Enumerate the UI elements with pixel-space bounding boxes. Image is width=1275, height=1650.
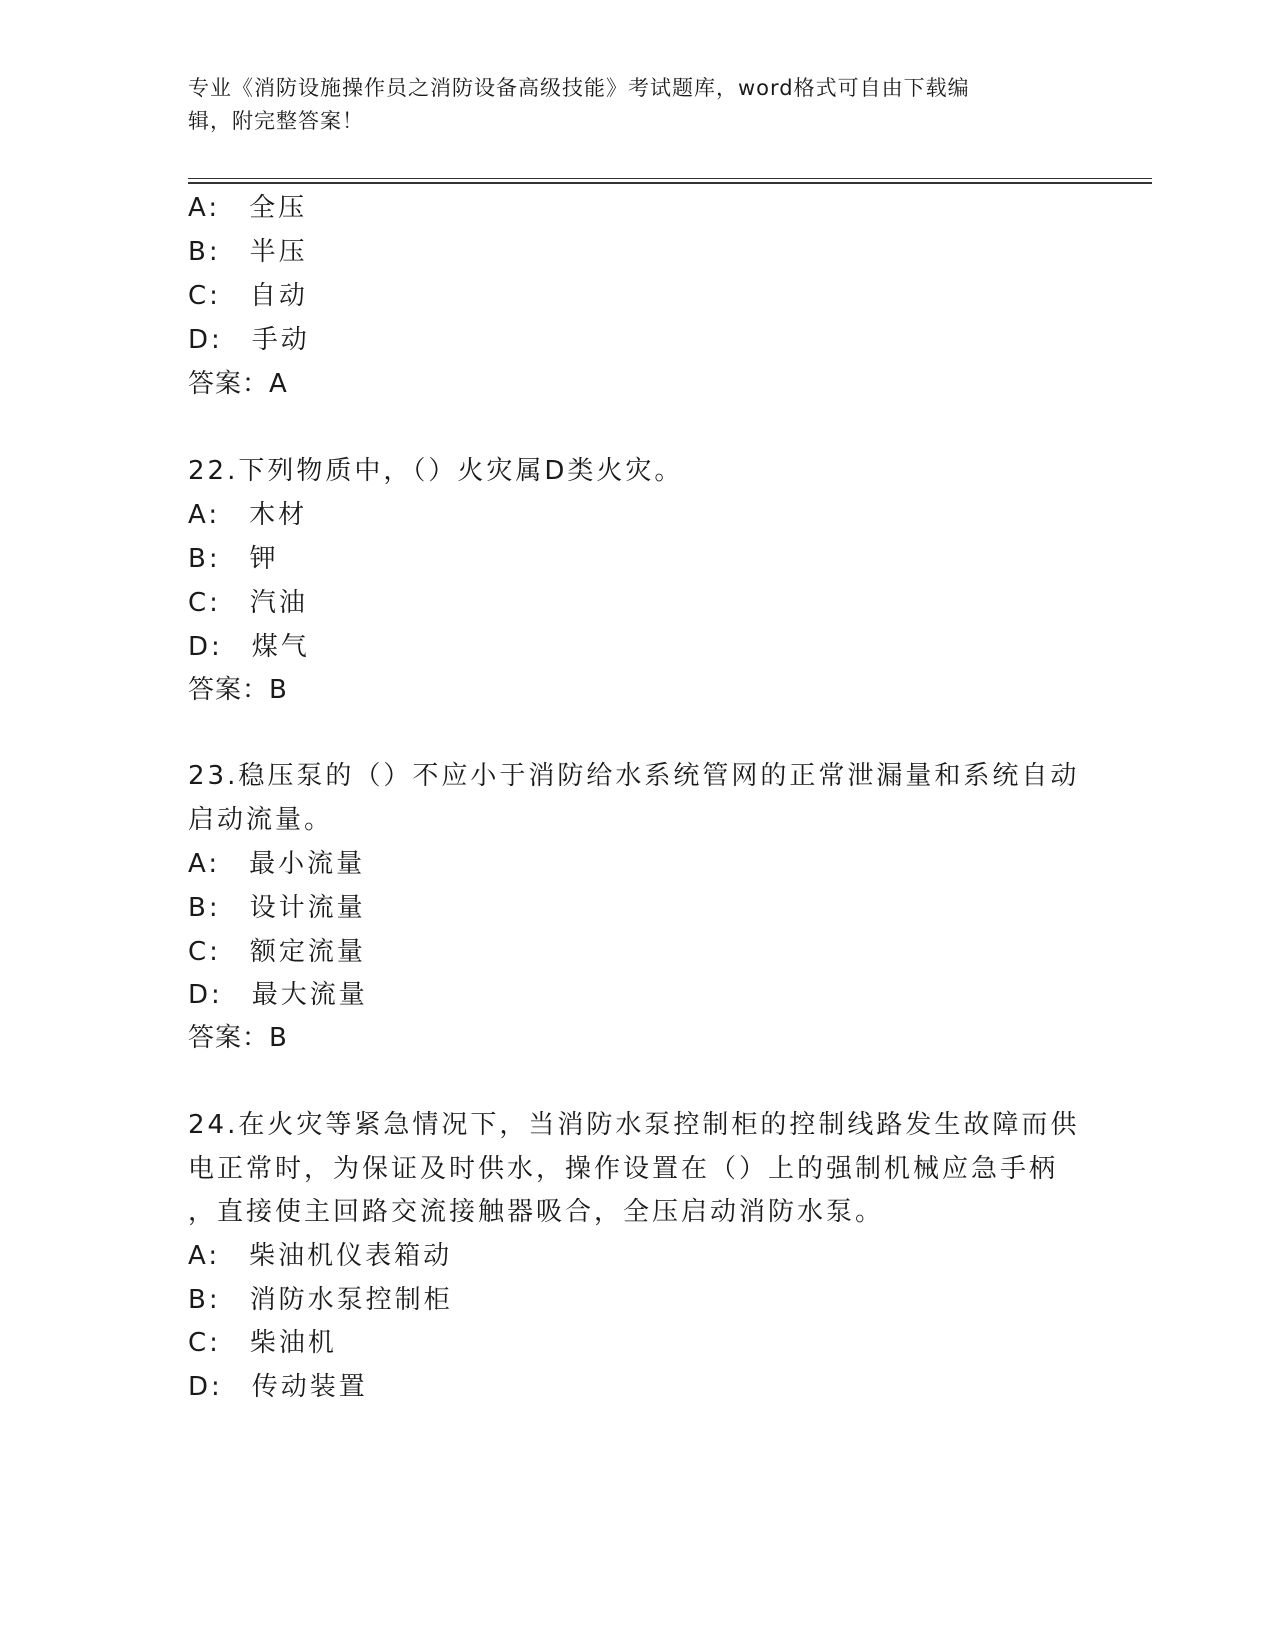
q24-stem-line-3: ，直接使主回路交流接触器吸合，全压启动消防水泵。 bbox=[188, 1197, 885, 1227]
q23-option-c: C: 额定流量 bbox=[188, 937, 366, 967]
q24-option-c: C: 柴油机 bbox=[188, 1328, 337, 1358]
q22-stem-line-1: 22.下列物质中，（）火灾属D类火灾。 bbox=[188, 456, 684, 486]
q24-option-a: A: 柴油机仪表箱动 bbox=[188, 1241, 453, 1271]
q22-option-a: A: 木材 bbox=[188, 500, 308, 530]
q22-option-d: D: 煤气 bbox=[188, 632, 310, 662]
q23-stem-line-1: 23.稳压泵的（）不应小于消防给水系统管网的正常泄漏量和系统自动 bbox=[188, 761, 1080, 791]
q23-answer: 答案：B bbox=[188, 1023, 288, 1053]
q21-option-d: D: 手动 bbox=[188, 325, 310, 355]
q24-stem-line-2: 电正常时，为保证及时供水，操作设置在（）上的强制机械应急手柄 bbox=[188, 1154, 1059, 1184]
q24-stem-line-1: 24.在火灾等紧急情况下，当消防水泵控制柜的控制线路发生故障而供 bbox=[188, 1110, 1080, 1140]
q21-option-b: B: 半压 bbox=[188, 237, 308, 267]
q22-option-b: B: 钾 bbox=[188, 544, 279, 574]
q24-option-b: B: 消防水泵控制柜 bbox=[188, 1285, 453, 1315]
header-line-2: 辑，附完整答案！ bbox=[188, 109, 364, 133]
q23-option-a: A: 最小流量 bbox=[188, 849, 366, 879]
header-divider-thick bbox=[188, 182, 1152, 184]
header-divider-thin bbox=[188, 178, 1152, 179]
q23-option-d: D: 最大流量 bbox=[188, 980, 368, 1010]
header-line-1: 专业《消防设施操作员之消防设备高级技能》考试题库，word格式可自由下载编 bbox=[188, 76, 970, 100]
q21-option-c: C: 自动 bbox=[188, 281, 308, 311]
q21-option-a: A: 全压 bbox=[188, 193, 308, 223]
q24-option-d: D: 传动装置 bbox=[188, 1372, 368, 1402]
q22-option-c: C: 汽油 bbox=[188, 588, 308, 618]
document-header bbox=[188, 72, 1088, 138]
q22-answer: 答案：B bbox=[188, 675, 288, 705]
q23-stem-line-2: 启动流量。 bbox=[188, 805, 334, 835]
q23-option-b: B: 设计流量 bbox=[188, 893, 366, 923]
q21-answer: 答案：A bbox=[188, 369, 288, 399]
